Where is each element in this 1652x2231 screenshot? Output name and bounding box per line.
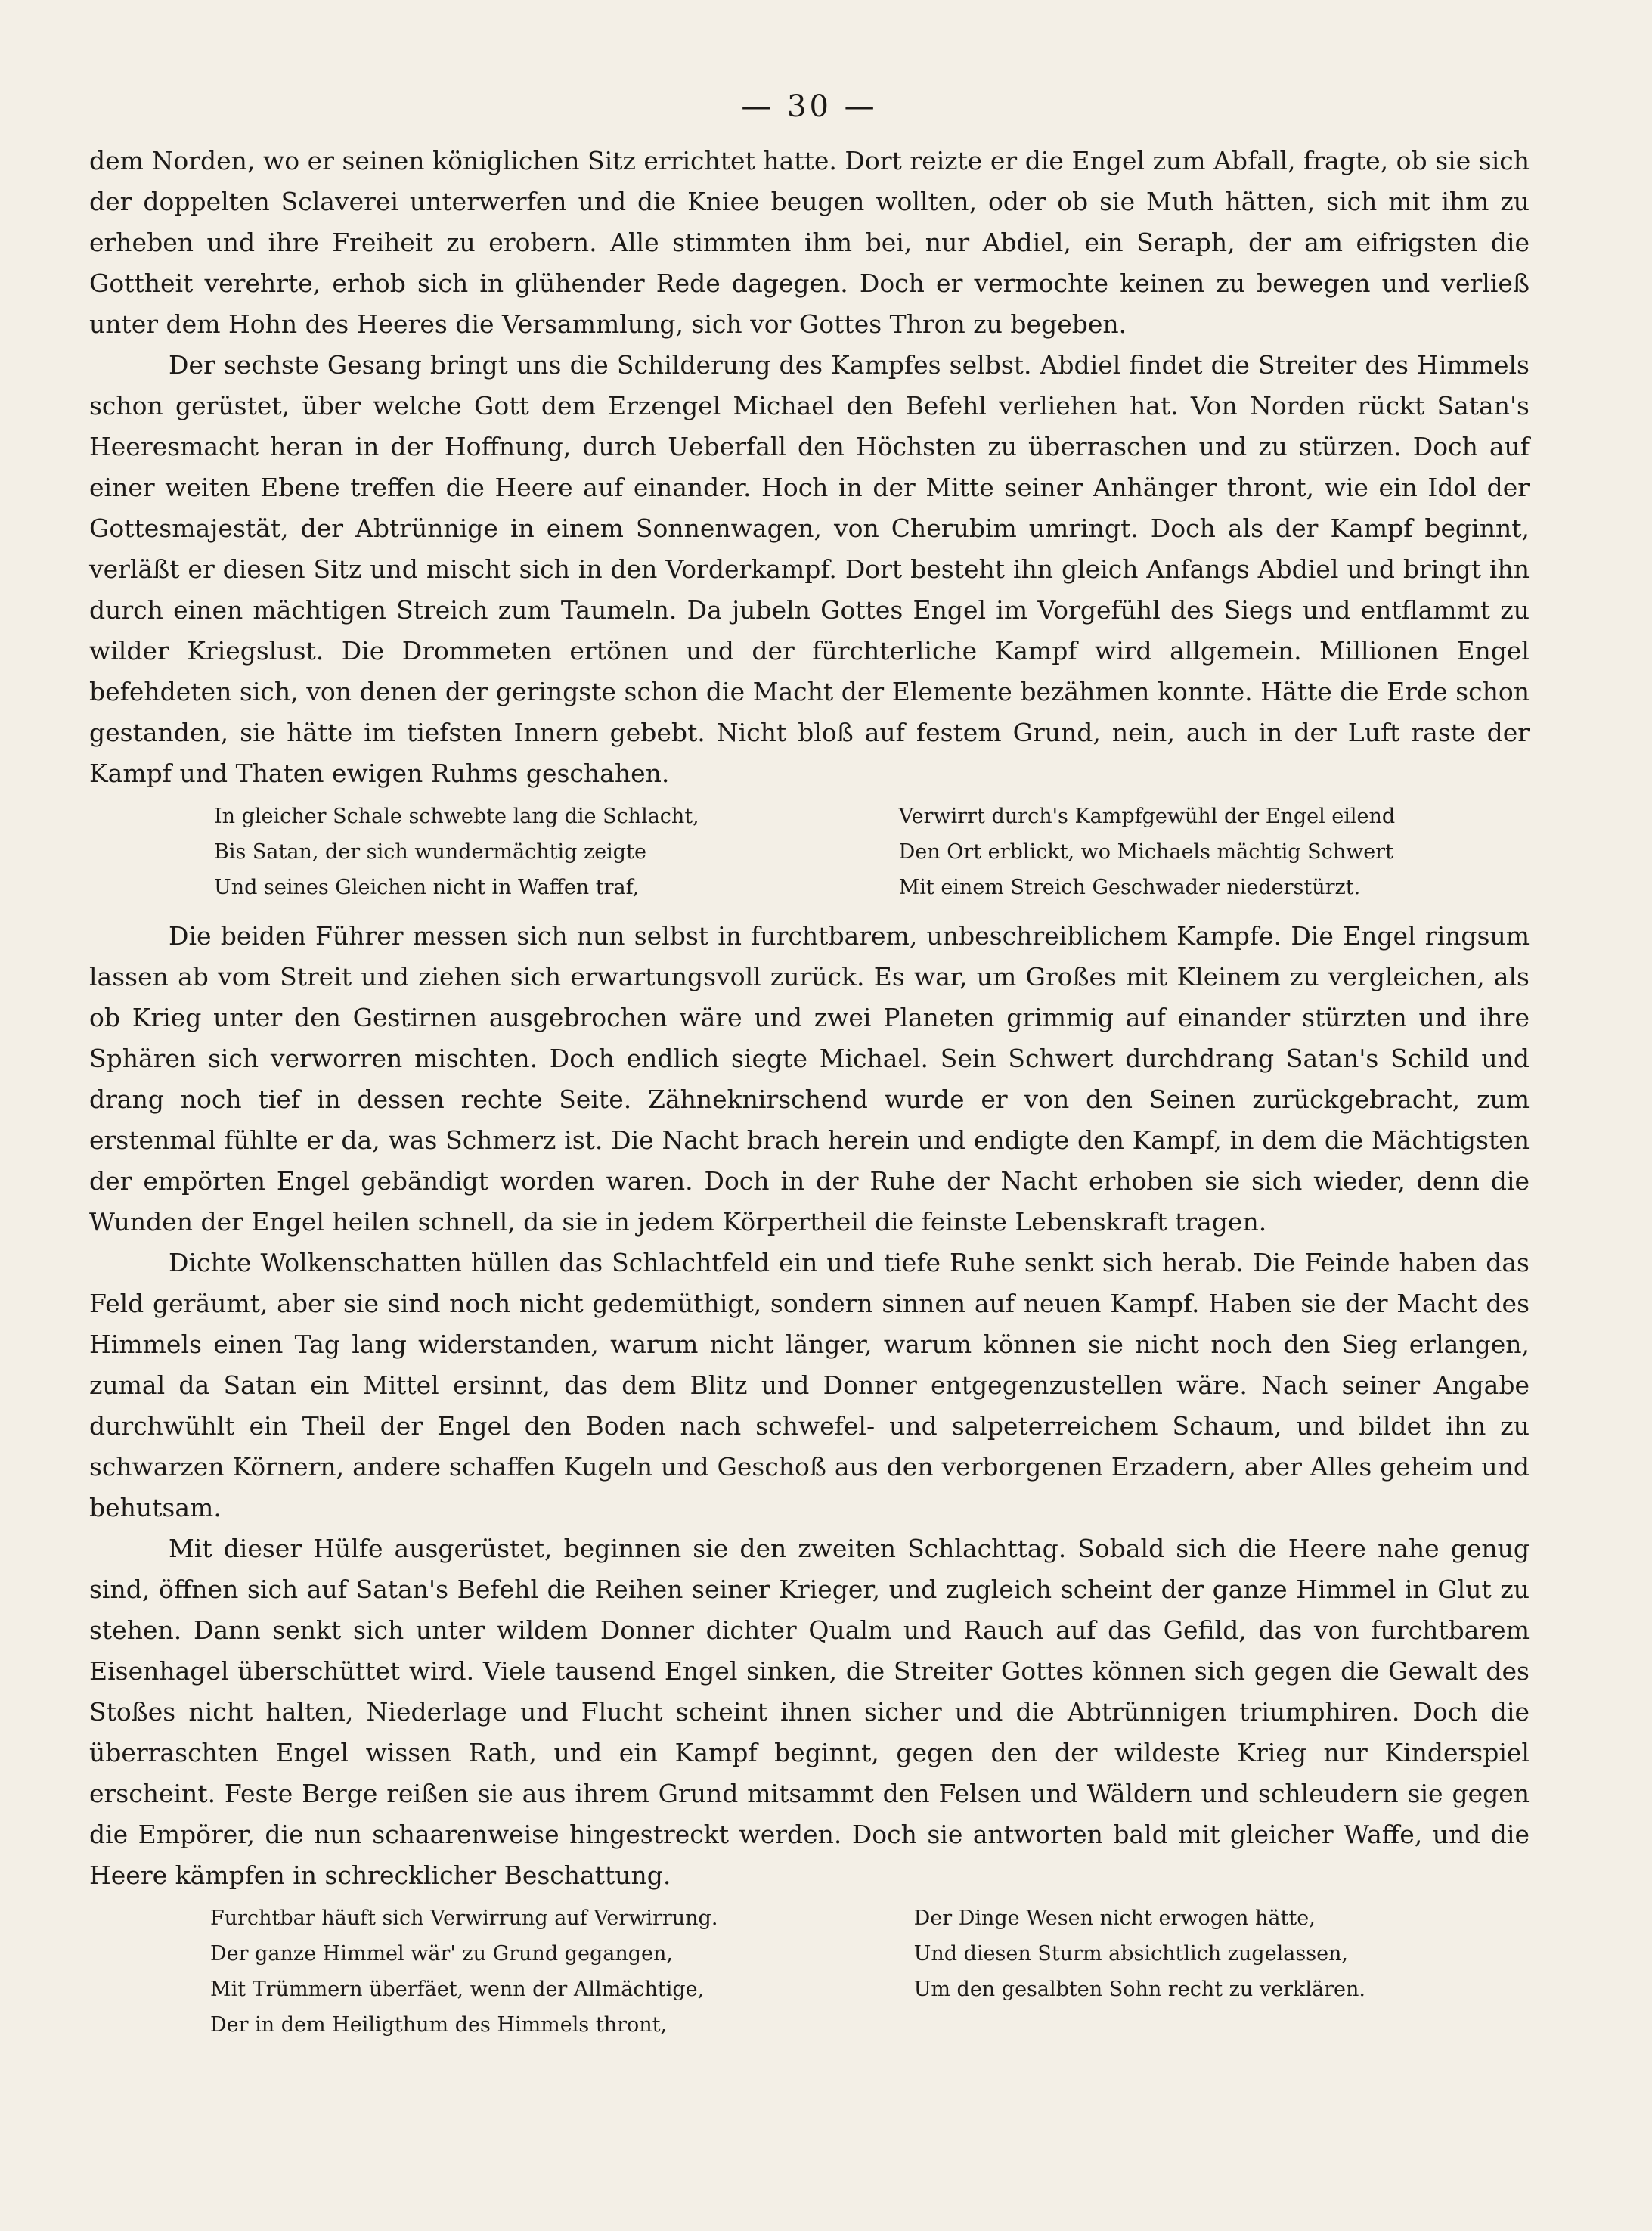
paragraph-2: Der sechste Gesang bringt uns die Schilderung des Kampfes selbst. Abdiel findet die Streiter des Himmels schon gerüstet, über welche Gott dem Erzengel Michael den Befehl verliehen hat. Von Norden rückt Satan's Heeresmacht heran in der Hoffnung, durch Ueberfall den Höchsten zu überraschen und zu stürzen. Doch auf einer weiten Ebene treffen die Heere auf einander. Hoch in der Mitte seiner Anhänger thront, wie ein Idol der Gottesmajestät, der Abtrünnige in einem Sonnenwagen, von Cherubim umringt. Doch als der Kampf beginnt, verläßt er diesen Sitz und mischt sich in den Vorderkampf. Dort besteht ihn gleich Anfangs Abdiel und bringt ihn durch einen mächtigen Streich zum Taumeln. Da jubeln Gottes Engel im Vorgefühl des Siegs und entflammt zu wilder Kriegslust. Die Drommeten ertönen und der fürchterliche Kampf wird allgemein. Millionen Engel befehdeten sich, von denen der geringste schon die Macht der Elemente bezähmen konnte. Hätte die Erde schon gestanden, sie hätte im tiefsten Innern gebebt. Nicht bloß auf festem Grund, nein, auch in der Luft raste der Kampf und Thaten ewigen Ruhms geschahen. xyxy=(89,350,1530,788)
page xyxy=(89,89,1530,2192)
verse-2-right-column xyxy=(838,1901,1530,2043)
verse-line: Mit einem Streich Geschwader niederstürzt. xyxy=(898,876,1361,899)
verse-line: In gleicher Schale schwebte lang die Schlacht, xyxy=(214,805,699,828)
verse-line: Und seines Gleichen nicht in Waffen traf, xyxy=(214,876,640,899)
verse-line: Den Ort erblickt, wo Michaels mächtig Schwert xyxy=(898,840,1393,864)
paragraph-5: Mit dieser Hülfe ausgerüstet, beginnen sie den zweiten Schlachttag. Sobald sich die Heere nahe genug sind, öffnen sich auf Satan's Befehl die Reihen seiner Krieger, und zugleich scheint der ganze Himmel in Glut zu stehen. Dann senkt sich unter wildem Donner dichter Qualm und Rauch auf das Gefild, das von furchtbarem Eisenhagel überschüttet wird. Viele tausend Engel sinken, die Streiter Gottes können sich gegen die Gewalt des Stoßes nicht halten, Niederlage und Flucht scheint ihnen sicher und die Abtrünnigen triumphiren. Doch die überraschten Engel wissen Rath, und ein Kampf beginnt, gegen den der wildeste Krieg nur Kinderspiel erscheint. Feste Berge reißen sie aus ihrem Grund mitsammt den Felsen und Wäldern und schleudern sie gegen die Empörer, die nun schaarenweise hingestreckt werden. Doch sie antworten bald mit gleicher Waffe, und die Heere kämpfen in schrecklicher Beschattung. xyxy=(89,1534,1530,1890)
verse-1-right-column xyxy=(838,799,1530,905)
verse-2-left-column xyxy=(89,1901,780,2043)
verse-block-2 xyxy=(89,1901,1530,2043)
verse-line: Mit Trümmern überfäet, wenn der Allmächtige, xyxy=(210,1978,705,2001)
verse-line: Furchtbar häuft sich Verwirrung auf Verwirrung. xyxy=(210,1907,718,1930)
paragraph-4: Dichte Wolkenschatten hüllen das Schlachtfeld ein und tiefe Ruhe senkt sich herab. Die Feinde haben das Feld geräumt, aber sie sind noch nicht gedemüthigt, sondern sinnen auf neuen Kampf. Haben sie der Macht des Himmels einen Tag lang widerstanden, warum nicht länger, warum können sie nicht noch den Sieg erlangen, zumal da Satan ein Mittel ersinnt, das dem Blitz und Donner entgegenzustellen wäre. Nach seiner Angabe durchwühlt ein Theil der Engel den Boden nach schwefel- und salpeterreichem Schaum, und bildet ihn zu schwarzen Körnern, andere schaffen Kugeln und Geschoß aus den verborgenen Erzadern, aber Alles geheim und behutsam. xyxy=(89,1248,1530,1522)
verse-line: Der ganze Himmel wär' zu Grund gegangen, xyxy=(210,1942,673,1966)
paragraph-3: Die beiden Führer messen sich nun selbst in furchtbarem, unbeschreiblichem Kampfe. Die Engel ringsum lassen ab vom Streit und ziehen sich erwartungsvoll zurück. Es war, um Großes mit Kleinem zu vergleichen, als ob Krieg unter den Gestirnen ausgebrochen wäre und zwei Planeten grimmig auf einander stürzten und ihre Sphären sich verworren mischten. Doch endlich siegte Michael. Sein Schwert durchdrang Satan's Schild und drang noch tief in dessen rechte Seite. Zähneknirschend wurde er von den Seinen zurückgebracht, zum erstenmal fühlte er da, was Schmerz ist. Die Nacht brach herein und endigte den Kampf, in dem die Mächtigsten der empörten Engel gebändigt worden waren. Doch in der Ruhe der Nacht erhoben sie sich wieder, denn die Wunden der Engel heilen schnell, da sie in jedem Körpertheil die feinste Lebenskraft tragen. xyxy=(89,921,1530,1237)
verse-line: Der in dem Heiligthum des Himmels thront, xyxy=(210,2013,668,2037)
verse-line: Verwirrt durch's Kampfgewühl der Engel eilend xyxy=(898,805,1396,828)
verse-block-1 xyxy=(89,799,1530,905)
verse-line: Der Dinge Wesen nicht erwogen hätte, xyxy=(913,1907,1316,1930)
page-number: — 30 — xyxy=(741,89,878,124)
verse-line: Und diesen Sturm absichtlich zugelassen, xyxy=(913,1942,1349,1966)
verse-line: Um den gesalbten Sohn recht zu verklären. xyxy=(913,1978,1365,2001)
verse-line: Bis Satan, der sich wundermächtig zeigte xyxy=(214,840,646,864)
verse-1-left-column xyxy=(89,799,780,905)
paragraph-1: dem Norden, wo er seinen königlichen Sitz errichtet hatte. Dort reizte er die Engel zum Abfall, fragte, ob sie sich der doppelten Sclaverei unterwerfen und die Kniee beugen wollten, oder ob sie Muth hätten, sich mit ihm zu erheben und ihre Freiheit zu erobern. Alle stimmten ihm bei, nur Abdiel, ein Seraph, der am eifrigsten die Gottheit verehrte, erhob sich in glühender Rede dagegen. Doch er vermochte keinen zu bewegen und verließ unter dem Hohn des Heeres die Versammlung, sich vor Gottes Thron zu begeben. xyxy=(89,146,1530,339)
